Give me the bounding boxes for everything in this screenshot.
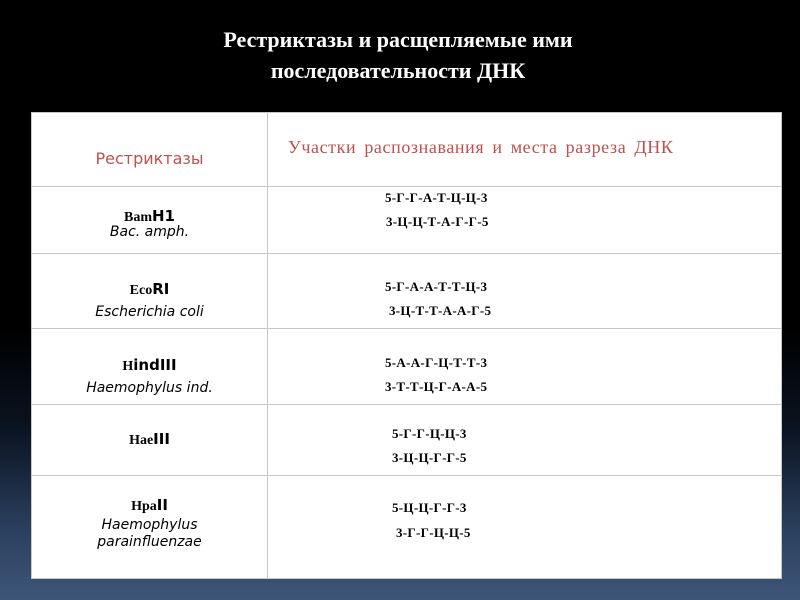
sequence-cell [268, 405, 782, 476]
enzyme-name: HaeIII [129, 430, 170, 448]
enzyme-name: HindIII [122, 356, 177, 374]
table-row [32, 329, 782, 405]
organism-name: Haemophylus parainfluenzae [97, 517, 202, 550]
enzyme-name: BamH1 [124, 207, 175, 225]
enzyme-cell [32, 254, 268, 329]
table-row [32, 187, 782, 254]
sequence-top-strand: 5-А-А-Г-Ц-Т-Т-3 [385, 355, 488, 370]
organism-name: Escherichia coli [95, 304, 204, 320]
enzyme-cell [32, 476, 268, 579]
restriction-enzymes-table [31, 112, 782, 579]
slide-title-line-2: последовательности ДНК [270, 58, 526, 83]
enzyme-cell [32, 187, 268, 254]
sequence-cell [268, 187, 782, 254]
enzyme-name: HpaII [131, 496, 168, 514]
table-row [32, 254, 782, 329]
sequence-bottom-strand: 3-Ц-Т-Т-А-А-Г-5 [389, 303, 492, 318]
header-enzymes: Рестриктазы [32, 113, 268, 187]
organism-name: Haemophylus ind. [86, 380, 213, 396]
table-row [32, 476, 782, 579]
sequence-cell [268, 254, 782, 329]
sequence-cell [268, 329, 782, 405]
sequence-bottom-strand: 3-Г-Г-Ц-Ц-5 [396, 525, 471, 540]
slide-title-line-1: Рестриктазы и расщепляемые ими [223, 27, 573, 52]
enzyme-name: EcoRI [129, 280, 170, 298]
sequence-cell [268, 476, 782, 579]
organism-name: Bac. amph. [109, 224, 190, 240]
enzyme-cell [32, 329, 268, 405]
table-header-row [32, 113, 782, 187]
sequence-top-strand: 5-Г-Г-А-Т-Ц-Ц-3 [385, 190, 488, 205]
header-recognition-sites: Участки распознавания и места разреза ДНК [268, 113, 782, 187]
table-row [32, 405, 782, 476]
slide-title [0, 24, 800, 86]
sequence-top-strand: 5-Г-Г-Ц-Ц-3 [392, 426, 467, 441]
sequence-bottom-strand: 3-Ц-Ц-Г-Г-5 [392, 450, 467, 465]
sequence-bottom-strand: 3-Т-Т-Ц-Г-А-А-5 [385, 379, 488, 394]
sequence-bottom-strand: 3-Ц-Ц-Т-А-Г-Г-5 [386, 214, 489, 229]
sequence-top-strand: 5-Г-А-А-Т-Т-Ц-3 [385, 279, 488, 294]
enzyme-cell [32, 405, 268, 476]
sequence-top-strand: 5-Ц-Ц-Г-Г-3 [392, 500, 467, 515]
